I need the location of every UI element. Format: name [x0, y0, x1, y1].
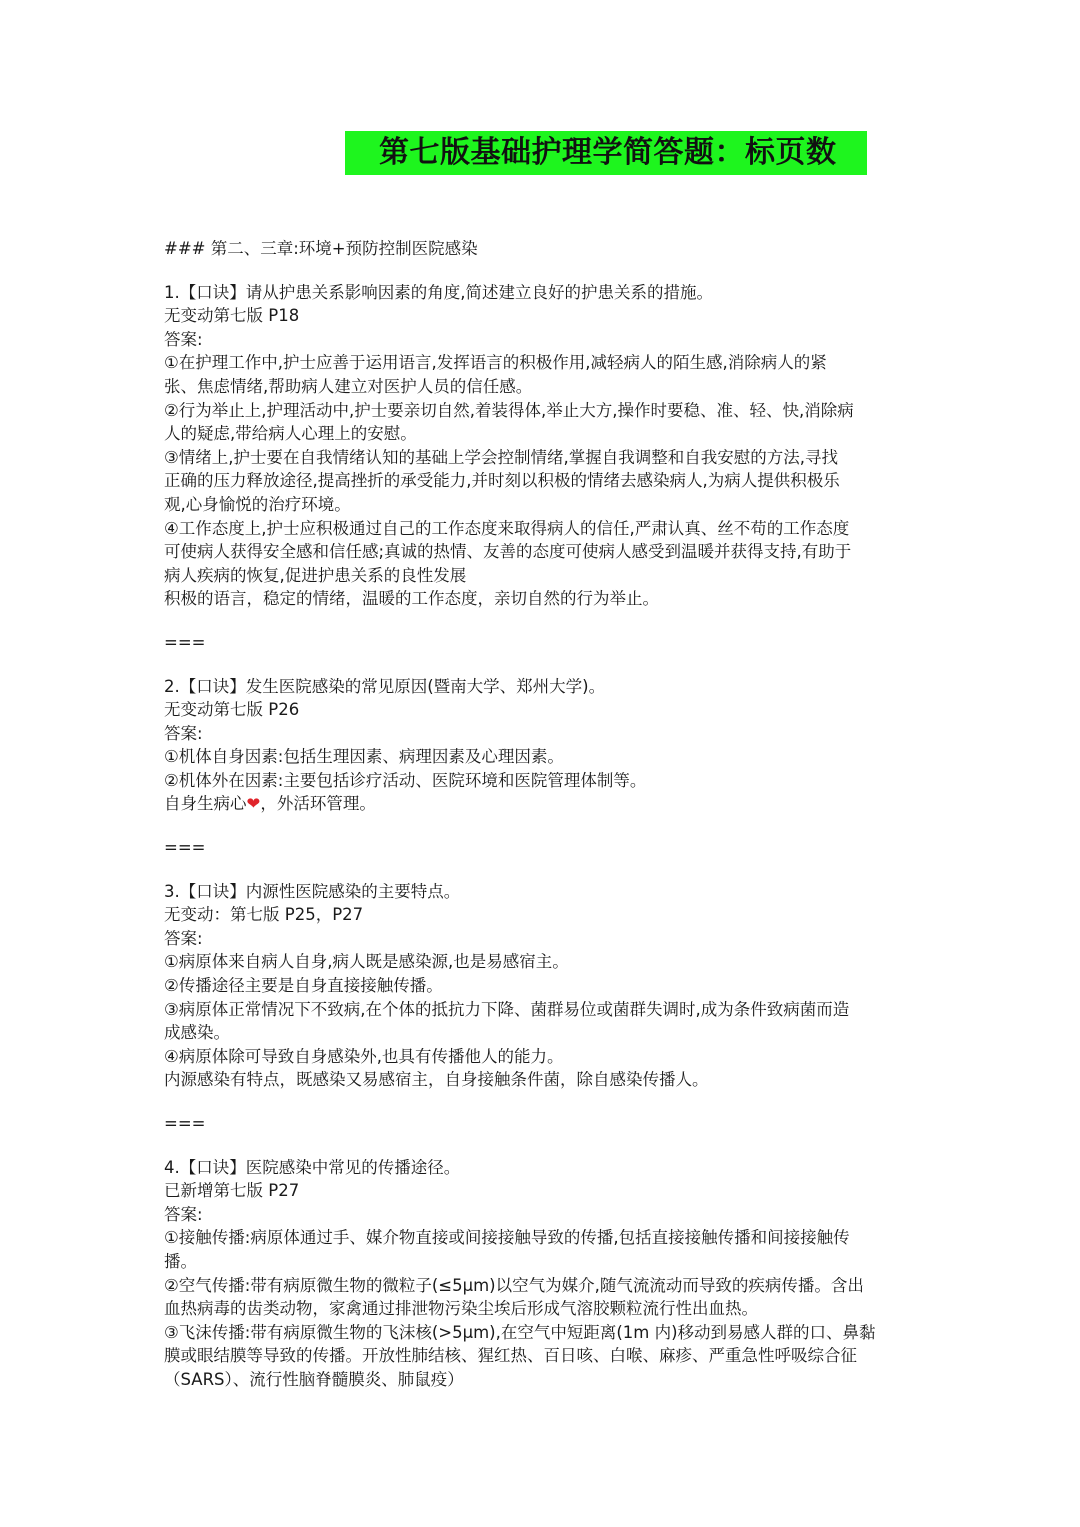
section-heading: ### 第二、三章:环境+预防控制医院感染 [164, 239, 478, 258]
question-title: 3.【口诀】内源性医院感染的主要特点。 [164, 881, 461, 901]
mnemonic-text: 自身生病心 [164, 794, 247, 814]
separator: === [164, 1114, 206, 1133]
page-reference: 已新增第七版 P27 [164, 1181, 300, 1201]
question-block-3 [164, 880, 924, 1092]
answer-line: ①接触传播:病原体通过手、媒介物直接或间接接触导致的传播,包括直接接触传播和间接接触传 [164, 1228, 850, 1248]
answer-label: 答案: [164, 1204, 203, 1224]
answer-line: ②空气传播:带有病原微生物的微粒子(≤5μm)以空气为媒介,随气流流动而导致的疾病传播。含出 [164, 1275, 864, 1295]
page-reference: 无变动第七版 P26 [164, 700, 300, 720]
question-title: 2.【口诀】发生医院感染的常见原因(暨南大学、郑州大学)。 [164, 676, 606, 696]
answer-line: ①在护理工作中,护士应善于运用语言,发挥语言的积极作用,减轻病人的陌生感,消除病人的紧 [164, 353, 827, 373]
question-block-2 [164, 675, 924, 817]
answer-line: 人的疑虑,带给病人心理上的安慰。 [164, 424, 417, 444]
answer-label: 答案: [164, 329, 203, 349]
question-block-1 [164, 281, 924, 611]
answer-line: ②机体外在因素:主要包括诊疗活动、医院环境和医院管理体制等。 [164, 770, 647, 790]
separator: === [164, 838, 206, 858]
answer-line: ②传播途径主要是自身直接接触传播。 [164, 976, 443, 996]
document-body [164, 237, 924, 1392]
separator: === [164, 632, 206, 652]
answer-line: ③情绪上,护士要在自我情绪认知的基础上学会控制情绪,掌握自我调整和自我安慰的方法,寻找 [164, 447, 839, 467]
answer-line: ③飞沫传播:带有病原微生物的飞沫核(>5μm),在空气中短距离(1m 内)移动到易感人群的口、鼻黏 [164, 1322, 876, 1342]
answer-line: 膜或眼结膜等导致的传播。开放性肺结核、猩红热、百日咳、白喉、麻疹、严重急性呼吸综合征 [164, 1346, 857, 1366]
answer-line: 成感染。 [164, 1023, 230, 1043]
question-title: 1.【口诀】请从护患关系影响因素的角度,简述建立良好的护患关系的措施。 [164, 282, 713, 302]
question-block-4 [164, 1156, 924, 1392]
heart-icon: ❤ [246, 794, 261, 814]
document-title-banner [345, 131, 867, 175]
answer-line: ①病原体来自病人自身,病人既是感染源,也是易感宿主。 [164, 952, 569, 972]
mnemonic-line: 内源感染有特点，既感染又易感宿主，自身接触条件菌，除自感染传播人。 [164, 1070, 709, 1090]
answer-line: （SARS）、流行性脑脊髓膜炎、肺鼠疫） [164, 1369, 464, 1389]
answer-line: 血热病毒的齿类动物，家禽通过排泄物污染尘埃后形成气溶胶颗粒流行性出血热。 [164, 1299, 758, 1319]
answer-line: 播。 [164, 1251, 197, 1271]
answer-line: 张、焦虑情绪,帮助病人建立对医护人员的信任感。 [164, 376, 533, 396]
answer-line: 病人疾病的恢复,促进护患关系的良性发展 [164, 565, 467, 585]
document-title: 第七版基础护理学简答题：标页数 [379, 135, 837, 170]
answer-line: 正确的压力释放途径,提高挫折的承受能力,并时刻以积极的情绪去感染病人,为病人提供积极乐 [164, 471, 840, 491]
answer-label: 答案: [164, 723, 203, 743]
answer-line: ③病原体正常情况下不致病,在个体的抵抗力下降、菌群易位或菌群失调时,成为条件致病菌而造 [164, 999, 850, 1019]
answer-line: 可使病人获得安全感和信任感;真诚的热情、友善的态度可使病人感受到温暖并获得支持,有助于 [164, 542, 852, 562]
answer-line: ②行为举止上,护理活动中,护士要亲切自然,着装得体,举止大方,操作时要稳、准、轻、快,消除病 [164, 400, 854, 420]
answer-line: ④病原体除可导致自身感染外,也具有传播他人的能力。 [164, 1046, 564, 1066]
question-title: 4.【口诀】医院感染中常见的传播途径。 [164, 1157, 461, 1177]
answer-line: ①机体自身因素:包括生理因素、病理因素及心理因素。 [164, 747, 564, 767]
page-reference: 无变动：第七版 P25，P27 [164, 905, 364, 925]
mnemonic-line: 积极的语言，稳定的情绪，温暖的工作态度，亲切自然的行为举止。 [164, 589, 659, 609]
answer-line: 观,心身愉悦的治疗环境。 [164, 494, 351, 514]
mnemonic-line [164, 792, 924, 816]
answer-label: 答案: [164, 928, 203, 948]
answer-line: ④工作态度上,护士应积极通过自己的工作态度来取得病人的信任,严肃认真、丝不苟的工作态度 [164, 518, 850, 538]
page-reference: 无变动第七版 P18 [164, 306, 300, 326]
mnemonic-text: ，外活环管理。 [260, 794, 376, 814]
